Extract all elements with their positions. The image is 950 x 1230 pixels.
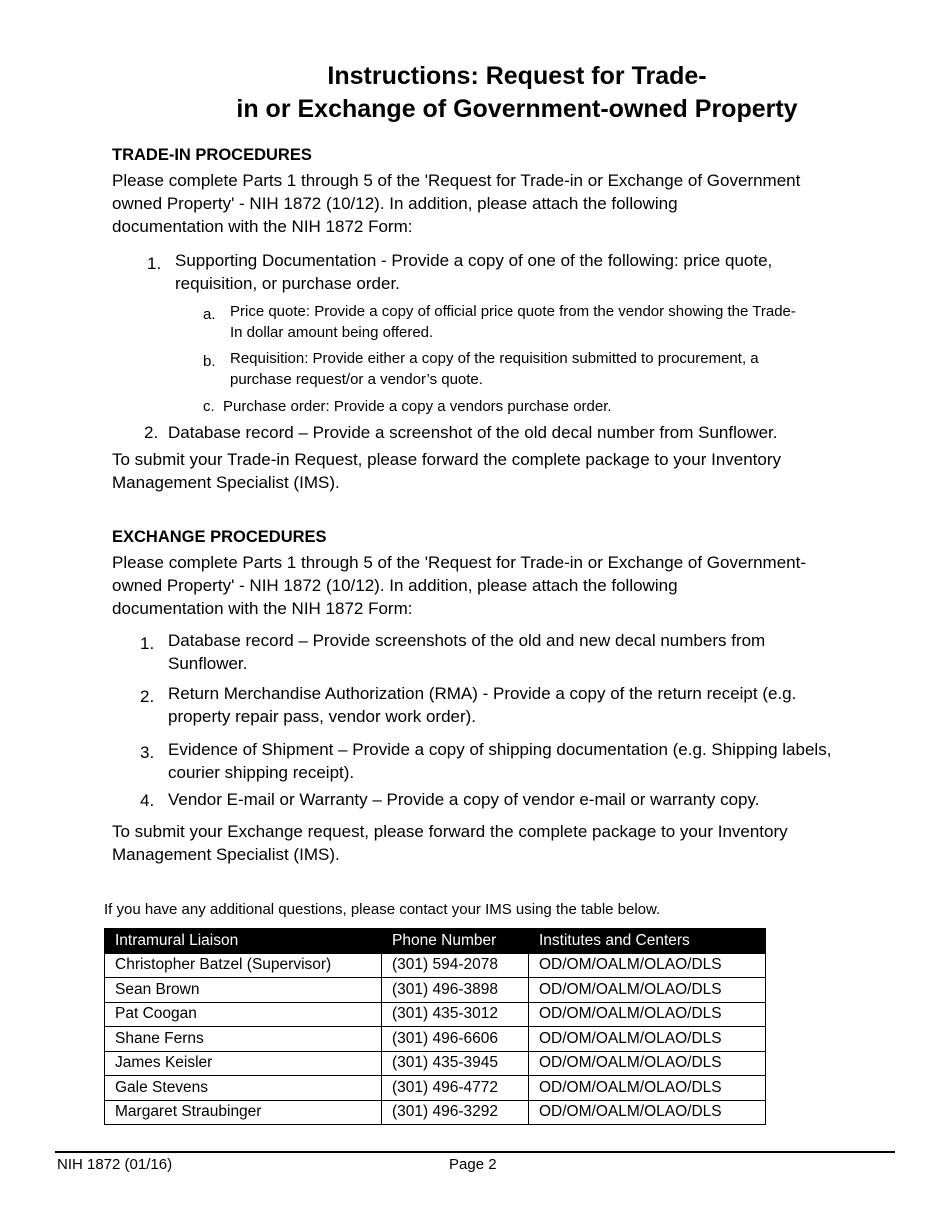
list-number: 4. [140,791,155,810]
exchange-submit: Management Specialist (IMS). [112,845,340,864]
exchange-heading: EXCHANGE PROCEDURES [112,528,327,546]
sub-list-text: Price quote: Provide a copy of official price quote from the vendor showing the Trade- [230,303,796,320]
exchange-intro: documentation with the NIH 1872 Form: [112,599,413,618]
list-item-text: courier shipping receipt). [168,763,355,782]
trade-in-heading: TRADE-IN PROCEDURES [112,146,312,164]
list-item-text: Return Merchandise Authorization (RMA) - Provide a copy of the return receipt (e.g. [168,684,797,703]
phone-number: (301) 496-6606 [382,1027,529,1052]
contact-intro: If you have any additional questions, please contact your IMS using the table below. [104,901,661,918]
phone-number: (301) 435-3945 [382,1051,529,1076]
liaison-name: Christopher Batzel (Supervisor) [105,953,382,978]
sub-list-letter: c. [203,398,215,415]
column-header: Intramural Liaison [105,929,382,954]
sub-list-text: Purchase order: Provide a copy a vendors purchase order. [223,398,612,415]
table-row [105,1100,766,1125]
list-number: 2. [144,423,159,442]
liaison-name: Shane Ferns [105,1027,382,1052]
list-item-text: property repair pass, vendor work order). [168,707,477,726]
list-number: 2. [140,687,155,706]
sub-list-text: Requisition: Provide either a copy of the requisition submitted to procurement, a [230,350,759,367]
page-title-line-1: Instructions: Request for Trade- [327,62,707,90]
phone-number: (301) 435-3012 [382,1002,529,1027]
table-row [105,1051,766,1076]
list-number: 1. [140,634,155,653]
exchange-intro: Please complete Parts 1 through 5 of the 'Request for Trade-in or Exchange of Government- [112,553,807,572]
institute: OD/OM/OALM/OLAO/DLS [529,1002,766,1027]
trade-in-intro: Please complete Parts 1 through 5 of the 'Request for Trade-in or Exchange of Government [112,171,801,190]
phone-number: (301) 594-2078 [382,953,529,978]
sub-list-letter: b. [203,353,216,370]
institute: OD/OM/OALM/OLAO/DLS [529,1051,766,1076]
institute: OD/OM/OALM/OLAO/DLS [529,953,766,978]
contact-table [104,928,766,1125]
institute: OD/OM/OALM/OLAO/DLS [529,1027,766,1052]
exchange-submit: To submit your Exchange request, please forward the complete package to your Inventory [112,822,788,841]
sub-list-letter: a. [203,306,216,323]
exchange-intro: owned Property' - NIH 1872 (10/12). In addition, please attach the following [112,576,678,595]
phone-number: (301) 496-4772 [382,1076,529,1101]
column-header: Institutes and Centers [529,929,766,954]
trade-in-intro: documentation with the NIH 1872 Form: [112,217,413,236]
liaison-name: Sean Brown [105,978,382,1003]
liaison-name: Margaret Straubinger [105,1100,382,1125]
list-item-text: requisition, or purchase order. [175,274,400,293]
table-row [105,953,766,978]
column-header: Phone Number [382,929,529,954]
list-item-text: Supporting Documentation - Provide a copy of one of the following: price quote, [175,251,773,270]
trade-in-submit: To submit your Trade-in Request, please forward the complete package to your Inventory [112,450,782,469]
liaison-name: Gale Stevens [105,1076,382,1101]
footer-form-id: NIH 1872 (01/16) [57,1156,173,1173]
list-item-text: Sunflower. [168,654,248,673]
list-item-text: Database record – Provide a screenshot of the old decal number from Sunflower. [168,423,778,442]
sub-list-text: In dollar amount being offered. [230,324,434,341]
institute: OD/OM/OALM/OLAO/DLS [529,1076,766,1101]
phone-number: (301) 496-3898 [382,978,529,1003]
institute: OD/OM/OALM/OLAO/DLS [529,978,766,1003]
footer-page-number: Page 2 [449,1156,497,1173]
list-item-text: Vendor E-mail or Warranty – Provide a copy of vendor e-mail or warranty copy. [168,790,760,809]
footer-divider [55,1151,895,1153]
liaison-name: Pat Coogan [105,1002,382,1027]
list-item-text: Database record – Provide screenshots of the old and new decal numbers from [168,631,766,650]
table-row [105,1027,766,1052]
table-row [105,1076,766,1101]
table-header-row [105,929,766,954]
sub-list-text: purchase request/or a vendor’s quote. [230,371,483,388]
table-row [105,978,766,1003]
list-item-text: Evidence of Shipment – Provide a copy of shipping documentation (e.g. Shipping labels, [168,740,832,759]
trade-in-intro: owned Property' - NIH 1872 (10/12). In addition, please attach the following [112,194,678,213]
page-title-line-2: in or Exchange of Government-owned Property [236,95,798,123]
liaison-name: James Keisler [105,1051,382,1076]
phone-number: (301) 496-3292 [382,1100,529,1125]
list-number: 3. [140,743,155,762]
table-row [105,1002,766,1027]
institute: OD/OM/OALM/OLAO/DLS [529,1100,766,1125]
trade-in-submit: Management Specialist (IMS). [112,473,340,492]
list-number: 1. [147,254,162,273]
